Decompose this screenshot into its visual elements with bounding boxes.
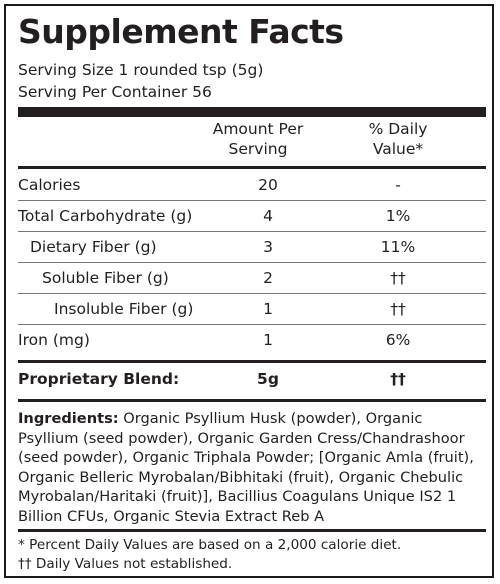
amount-per-serving-header — [208, 119, 308, 159]
nutrient-name: Iron (mg) — [18, 331, 90, 349]
supplement-facts-panel — [4, 4, 494, 578]
nutrient-row — [18, 201, 486, 232]
nutrient-name: Total Carbohydrate (g) — [18, 207, 193, 225]
nutrient-amount: 3 — [263, 238, 273, 256]
nutrient-amount: 20 — [258, 176, 278, 194]
nutrient-row — [18, 232, 486, 263]
nutrient-amount: 1 — [263, 331, 273, 349]
nutrient-amount: 1 — [263, 300, 273, 318]
panel-title: Supplement Facts — [18, 12, 344, 51]
divider-ingredients — [18, 399, 486, 402]
nutrient-daily-value: †† — [390, 300, 406, 318]
nutrient-name: Insoluble Fiber (g) — [54, 300, 194, 318]
divider-footnotes — [18, 529, 486, 532]
divider-thick-top — [18, 107, 486, 117]
nutrient-row — [18, 294, 486, 325]
ingredients-text — [18, 409, 482, 527]
dv-header-line2: Value* — [372, 140, 424, 158]
amount-header-line2: Serving — [228, 140, 288, 158]
nutrient-daily-value: 6% — [385, 331, 411, 349]
daily-value-header — [348, 119, 448, 159]
blend-name: Proprietary Blend: — [18, 370, 180, 388]
nutrient-name: Dietary Fiber (g) — [30, 238, 157, 256]
nutrient-daily-value: - — [395, 176, 401, 194]
nutrient-row — [18, 325, 486, 356]
dv-header-line1: % Daily — [368, 120, 428, 138]
servings-per-container: Serving Per Container 56 — [18, 83, 212, 101]
ingredients-list: Organic Psyllium Husk (powder), Organic Psyllium (seed powder), Organic Garden Cress/Chandrashoor (seed powder), Organic Triphala Powder; [Organic Amla (fruit), Organic Belleric Myrobalan/Bibhitaki (fruit), Organic Chebulic Myrobalan/Haritaki (fruit)], Bacillius Coagulans Unique IS2 1 Billion CFUs, Organic Stevia Extract Reb A — [18, 410, 474, 525]
nutrient-row — [18, 170, 486, 201]
nutrient-name: Soluble Fiber (g) — [42, 269, 169, 287]
nutrient-daily-value: 1% — [385, 207, 411, 225]
serving-size: Serving Size 1 rounded tsp (5g) — [18, 61, 264, 79]
nutrient-daily-value: †† — [390, 269, 406, 287]
nutrient-amount: 2 — [263, 269, 273, 287]
nutrient-name: Calories — [18, 176, 81, 194]
nutrient-daily-value: 11% — [380, 238, 416, 256]
percent-dv-footnote: * Percent Daily Values are based on a 2,000 calorie diet. — [18, 537, 402, 553]
divider-header — [18, 166, 486, 169]
proprietary-blend-row — [18, 364, 486, 395]
nutrient-amount: 4 — [263, 207, 273, 225]
ingredients-label: Ingredients: — [18, 410, 119, 427]
blend-daily-value: †† — [390, 370, 406, 388]
divider-blend — [18, 360, 486, 363]
nutrient-row — [18, 263, 486, 294]
blend-amount: 5g — [257, 370, 279, 388]
dagger-footnote: †† Daily Values not established. — [18, 556, 233, 572]
amount-header-line1: Amount Per — [212, 120, 304, 138]
